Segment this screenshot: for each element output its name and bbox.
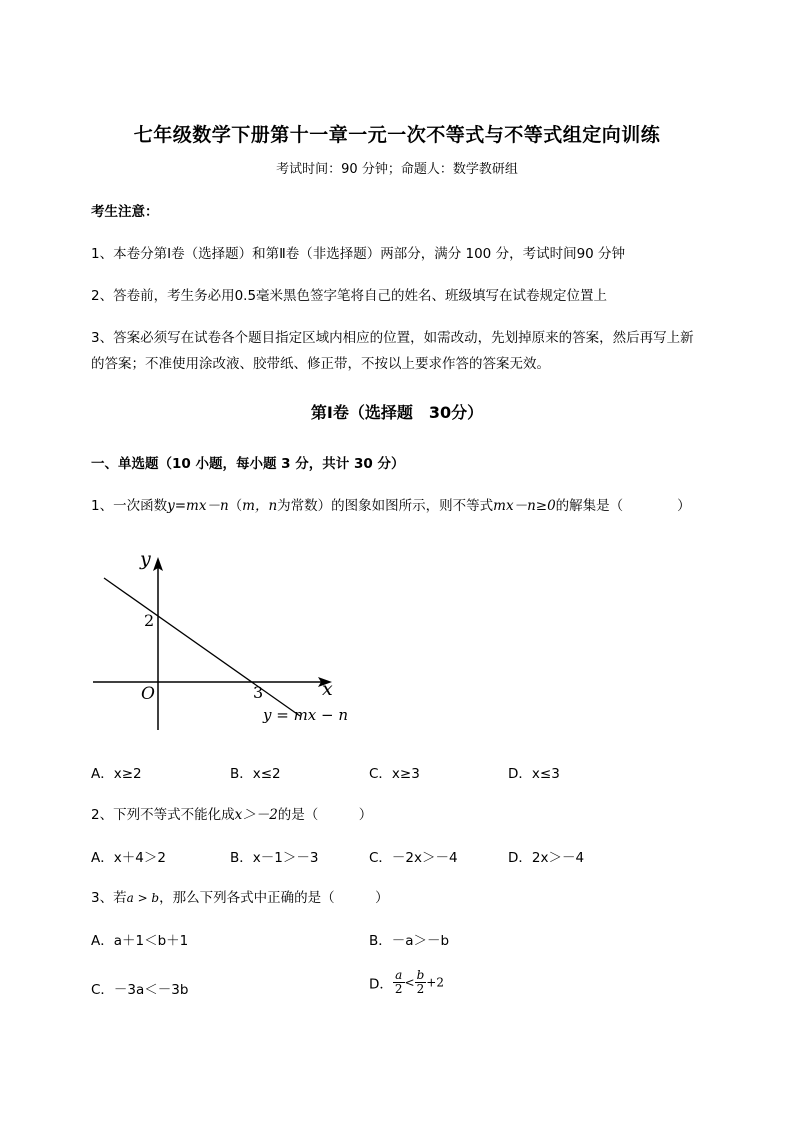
q3-option-c: C．－3a＜－3b [91, 982, 189, 998]
q3-prefix: 3、若 [91, 890, 127, 906]
q1-option-d: D．x≤3 [508, 766, 560, 782]
section-title: 第Ⅰ卷（选择题 30分） [310, 403, 484, 422]
note-item-2: 2、答卷前，考生务必用0.5毫米黑色签字笔将自己的姓名、班级填写在试卷规定位置上 [91, 288, 608, 304]
q1-option-b: B．x≤2 [230, 766, 281, 782]
q3-option-d [369, 969, 444, 996]
q2-option-c: C．－2x＞－4 [369, 850, 458, 866]
part-heading: 一、单选题（10 小题，每小题 3 分，共计 30 分） [91, 456, 405, 472]
q3-suffix: ，那么下列各式中正确的是（ ） [159, 890, 389, 906]
q1-option-c: C．x≥3 [369, 766, 420, 782]
x-axis-label: x [322, 678, 333, 700]
question-2-stem [91, 803, 372, 823]
q1-ineq: mx－n≥0 [493, 498, 556, 514]
q2-option-d: D．2x＞－4 [508, 850, 585, 866]
less-than-sign: < [404, 975, 415, 990]
q1-mid2: 为常数）的图象如图所示，则不等式 [277, 498, 494, 514]
note-item-1: 1、本卷分第Ⅰ卷（选择题）和第Ⅱ卷（非选择题）两部分，满分 100 分，考试时间90 分钟 [91, 246, 626, 262]
q2-prefix: 2、下列不等式不能化成 [91, 807, 235, 823]
notes-heading: 考生注意： [91, 204, 159, 220]
q2-option-a: A．x＋4＞2 [91, 850, 166, 866]
q1-suffix: 的解集是（ ） [555, 498, 691, 514]
q1-vars: m，n [242, 498, 278, 514]
fraction-a-denominator: 2 [394, 982, 403, 996]
fraction-a-numerator: a [393, 969, 405, 983]
x-intercept-label: 3 [253, 683, 264, 702]
question-3-stem [91, 886, 389, 906]
q1-expr: y=mx－n [167, 498, 229, 514]
q2-suffix: 的是（ ） [277, 807, 373, 823]
fraction-b-numerator: b [416, 968, 425, 982]
q3-option-b: B．－a＞－b [369, 933, 450, 949]
q3-option-d-prefix: D． [369, 976, 393, 993]
q3-option-d-tail: +2 [426, 975, 444, 990]
q1-mid: （ [228, 498, 243, 514]
q1-prefix: 1、一次函数 [91, 498, 168, 514]
fraction-a-over-2 [393, 969, 405, 996]
q3-option-a: A．a＋1＜b＋1 [91, 933, 189, 949]
note-item-3-line-2: 的答案；不准使用涂改液、胶带纸、修正带，不按以上要求作答的答案无效。 [91, 356, 550, 372]
linear-function-graph [88, 545, 348, 735]
fraction-b-over-2 [415, 969, 427, 996]
y-intercept-label: 2 [144, 611, 155, 630]
function-line [104, 578, 300, 716]
line-equation-label: y = mx − n [263, 706, 348, 724]
question-1-stem [91, 494, 691, 514]
note-item-3-line-1: 3、答案必须写在试卷各个题目指定区域内相应的位置，如需改动，先划掉原来的答案，然后再写上新 [91, 330, 694, 346]
q1-option-a: A．x≥2 [91, 766, 142, 782]
q3-expr: a > b [126, 891, 160, 905]
q2-expr: x＞－2 [234, 807, 278, 823]
origin-label: O [141, 684, 155, 704]
page-title: 七年级数学下册第十一章一元一次不等式与不等式组定向训练 [133, 124, 661, 146]
fraction-b-denominator: 2 [416, 982, 425, 996]
exam-info: 考试时间：90 分钟；命题人：数学教研组 [276, 162, 518, 177]
y-axis-label: y [140, 548, 151, 570]
q2-option-b: B．x－1＞－3 [230, 850, 319, 866]
